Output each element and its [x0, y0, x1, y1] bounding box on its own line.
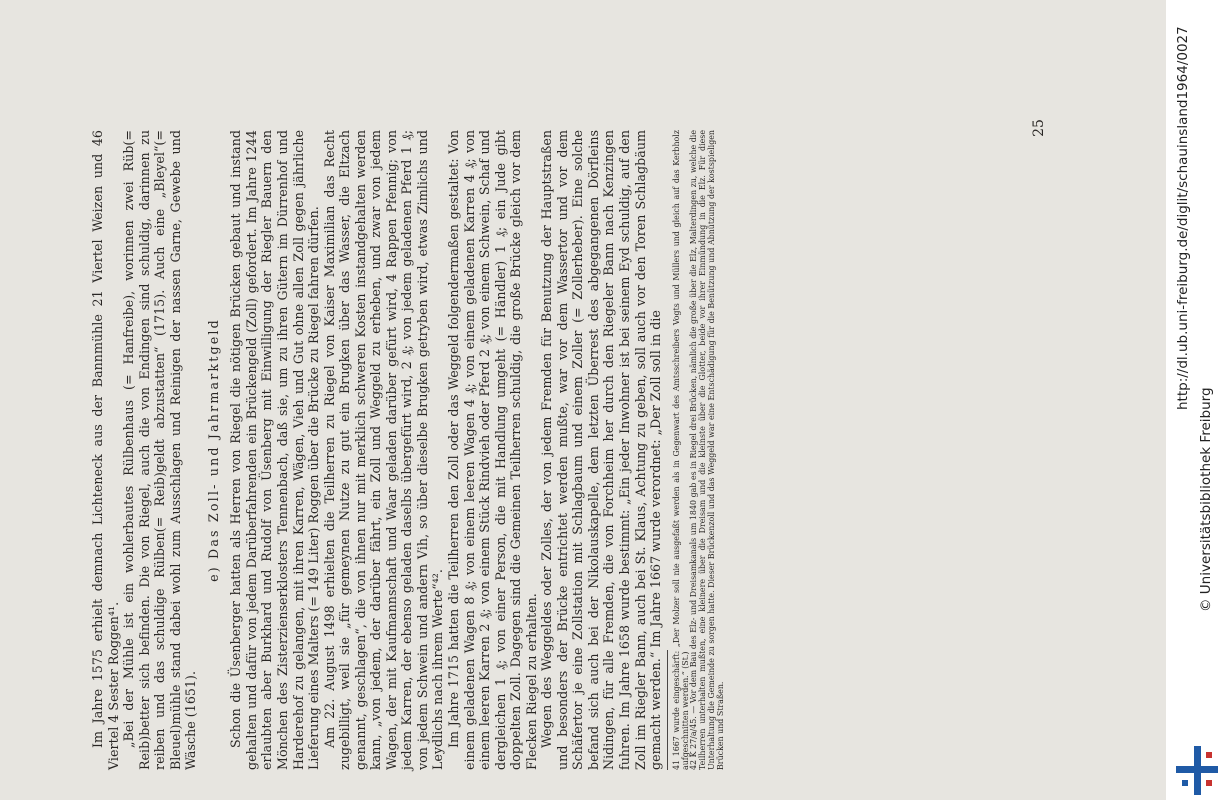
page-number: 25 — [1030, 119, 1047, 137]
paragraph-5: Im Jahre 1715 hatten die Teilherren den Zoll oder das Weggeld folgendermaßen gestaltet: Von einem geladenen Wagen 8 ₰; von einem leeren Wagen 4 ₰; von einem geladenen Karren 4 ₰; von einem leeren Karren 2 ₰; von einem Stück Rindvieh oder Pferd 2 ₰; von einem Schwein, Schaf und dergleichen 1 ₰; von einer Person, die mit Handlung umgeht (= Händler) 1 ₰; ein Jude gibt doppelten Zoll. Dagegen sind die Gemeinen Teilherren schuldig, die große Brücke gleich vor dem Flecken Riegel zu erhalten. — [445, 130, 539, 770]
paragraph-3: Schon die Üsenberger hatten als Herren von Riegel die nötigen Brücken gebaut und instand gehalten und dafür von jedem Darüberfahrenden ein Brückengeld (Zoll) gefordert. Im Jahre 1244 erlaubten aber Burkhard und Rudolf von Üsenberg mit Einwilligung der Riegler Bauern den Mönchen des Zisterzienserklosters Tennenbach, daß sie, um zu ihren Gütern im Dürrenhof und Harderehof zu gelangen, mit ihren Karren, Wägen, Vieh und Gut ohne allen Zoll gegen jährliche Lieferung eines Malters (= 149 Liter) Roggen über die Brücke zu Riegel fahren dürfen. — [228, 130, 322, 770]
footnote-42: 42 K 27/a/45. — Vor dem Bau des Elz- und Dreisamkanals um 1840 gab es in Riegel drei Brücken, nämlich die große über die Elz, Malterdingen zu, welche die Teilherren unterhalten mußten, eine kleinere über die Dreisam und die kleinste über die Glotter, beide vor ihrer Einmündung in die Elz. Für diese Unterhaltung die Gemeinde zu sorgen hatte. Dieser Brückenzoll und das Weggeld war eine Entschädigung für die Benützung und Abnützung der kostspieligen Brücken und Straßen. — [689, 130, 726, 770]
paragraph-4: Am 22. August 1498 erhielten die Teilherren zu Riegel von Kaiser Maximilian das Recht zugebilligt, weil sie „für gemeynen Nutze zu gut ein Brugken über das Wasser, die Eltzach genannt, geschlagen“, die von ihnen nur mit merklich schweren Kosten instandgehalten werden kann, „von jedem, der darüber fährt, ein Zoll und Weggeld zu erheben, und zwar von jedem Wagen, der mit Kaufmannschaft und Waar geladen darüber gefürt wird, 4 Rappen Pfennig; von jedem Karren, der ebenso geladen daselbs übergefürt wird, 2 ₰; von jedem geladenen Pferd 1 ₰; von jedem Schwein und andern Vih, so über dieselbe Brugken getryben wird, etwas Zimlichs und Leydlichs nach ihrem Werte“⁴². — [321, 130, 446, 770]
paragraph-1: Im Jahre 1575 erhielt demnach Lichteneck aus der Bannmühle 21 Viertel Weizen und 46 Viertel 4 Sester Roggen⁴¹. — [90, 130, 121, 770]
section-heading: e) Das Zoll- und Jahrmarktgeld — [205, 318, 221, 582]
library-logo-icon — [1176, 742, 1218, 798]
source-url[interactable]: http://dl.ub.uni-freiburg.de/diglit/schauinsland1964/0027 — [1175, 26, 1191, 410]
footnote-divider — [667, 650, 668, 770]
page-text-block — [90, 130, 950, 770]
paragraph-2: „Bei der Mühle ist ein wohlerbautes Rülbenhaus (= Hanfreibe), worinnen zwei Rüb(= Reib)better sich befinden. Die von Riegel, auch die von Endingen sind schuldig, darinnen zu reiben und das schuldige Rülben(= Reib)geldt abzustatten“ (1715). Auch eine „Bleyel“(= Bleuel)mühle stand dabei wohl zum Ausschlagen und Reinigen der nassen Garne, Gewebe und Wäsche (1651). — [121, 130, 199, 770]
copyright-notice: © Universitätsbibliothek Freiburg — [1198, 387, 1214, 612]
footnote-41: 41 1667 wurde eingeschärft: „Der Molzer soll nie ausgefaßt werden als in Gegenwart des Amtsschreibers Vogts und Müllers und gleich auf das Kerbholz aufgeschnitten werden.“ (St.) — [671, 130, 690, 770]
paragraph-6: Wegen des Weggeldes oder Zolles, der von jedem Fremden für Benutzung der Hauptstraßen und besonders der Brücke entrichtet werden mußte, war vor dem Wassertor und vor dem Schäfertor je eine Zollstation mit Schlagbaum und einem Zoller (= Zollerheber). Eine solche befand sich auch bei der Nikolauskapelle, dem letzten Überrest des abgegangenen Dörfleins Nidingen, für alle Fremden, die von Forchheim her durch den Riegeler Bann nach Kenzingen fuhren. Im Jahre 1658 wurde bestimmt: „Ein jeder Inwohner ist bei seinem Eyd schuldig, auf den Zoll im Riegler Bann, auch bei St. Klaus, Achtung zu geben, soll auch vor den Toren Schlagbäum gemacht werden.“ Im Jahre 1667 wurde verordnet: „Der Zoll soll in die — [539, 130, 664, 770]
